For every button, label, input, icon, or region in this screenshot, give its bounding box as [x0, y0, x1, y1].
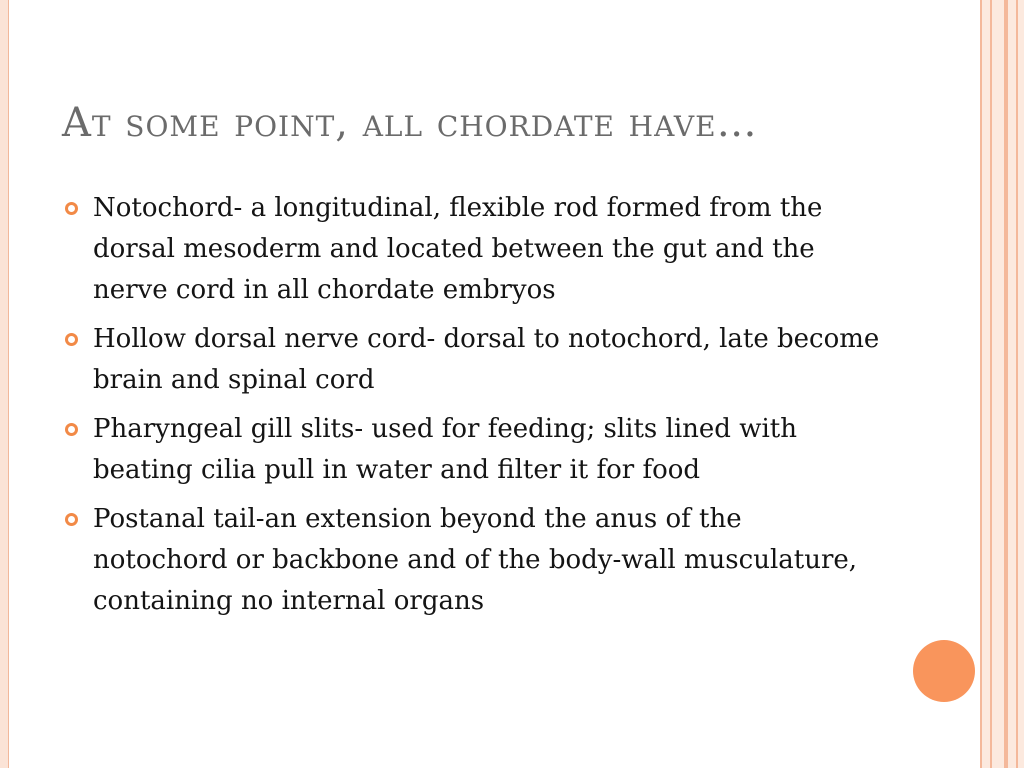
- border-stripe: [990, 0, 992, 768]
- left-border-decoration: [0, 0, 9, 768]
- orange-circle-decoration: [913, 640, 975, 702]
- bullet-item: [62, 188, 882, 311]
- bullet-item: [62, 409, 882, 491]
- circle-bullet-icon: [65, 333, 78, 346]
- circle-bullet-icon: [65, 423, 78, 436]
- circle-bullet-icon: [65, 513, 78, 526]
- border-stripe: [980, 0, 982, 768]
- bullet-text: Pharyngeal gill slits- used for feeding; slits lined with beating cilia pull in water and filter it for food: [93, 414, 797, 485]
- border-stripe: [1004, 0, 1008, 768]
- bullet-text: Notochord- a longitudinal, flexible rod formed from the dorsal mesoderm and located between the gut and the nerve cord in all chordate embryos: [93, 193, 823, 305]
- bullet-text: Hollow dorsal nerve cord- dorsal to notochord, late become brain and spinal cord: [93, 324, 880, 395]
- bullet-item: [62, 499, 882, 622]
- circle-bullet-icon: [65, 202, 78, 215]
- slide-title: At some point, all chordate have…: [62, 100, 758, 146]
- right-border-decoration: [980, 0, 1024, 768]
- border-stripe: [1016, 0, 1018, 768]
- bullet-text: Postanal tail-an extension beyond the anus of the notochord or backbone and of the body-wall musculature, containing no internal organs: [93, 504, 858, 616]
- bullet-list: [62, 188, 882, 630]
- bullet-item: [62, 319, 882, 401]
